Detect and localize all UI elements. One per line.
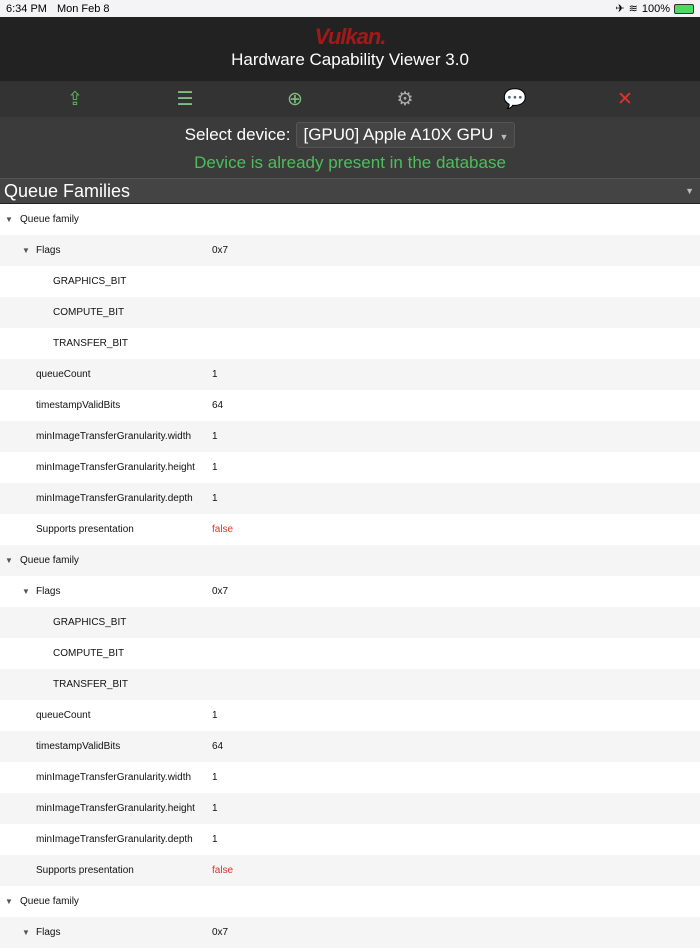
status-time: 6:34 PM — [6, 2, 47, 15]
tree-row[interactable] — [0, 638, 700, 669]
row-value: 64 — [212, 741, 224, 752]
toolbar — [0, 81, 700, 117]
tree-row[interactable] — [0, 700, 700, 731]
row-label: COMPUTE_BIT — [53, 307, 125, 318]
tree-row[interactable] — [0, 297, 700, 328]
chevron-down-icon: ▼ — [685, 186, 694, 196]
row-value: 1 — [212, 834, 218, 845]
expand-arrow-icon[interactable]: ▼ — [5, 897, 13, 906]
close-icon[interactable]: ✕ — [617, 88, 633, 110]
section-select[interactable] — [0, 178, 700, 204]
tree-row[interactable] — [0, 514, 700, 545]
expand-arrow-icon[interactable]: ▼ — [5, 215, 13, 224]
row-label: minImageTransferGranularity.depth — [36, 493, 193, 504]
search-database-icon[interactable]: ☰ — [176, 88, 194, 110]
tree-row[interactable] — [0, 855, 700, 886]
row-value: 1 — [212, 710, 218, 721]
row-value: 1 — [212, 772, 218, 783]
tree-row[interactable] — [0, 824, 700, 855]
row-value: 1 — [212, 803, 218, 814]
device-panel — [0, 117, 700, 178]
row-label: Flags — [36, 586, 61, 597]
expand-arrow-icon[interactable]: ▼ — [5, 556, 13, 565]
row-value: 1 — [212, 369, 218, 380]
device-select[interactable] — [296, 122, 515, 148]
device-select-value: [GPU0] Apple A10X GPU — [303, 125, 494, 144]
tree-row[interactable] — [0, 576, 700, 607]
tree-row[interactable] — [0, 266, 700, 297]
row-label: Queue family — [20, 896, 79, 907]
row-label: GRAPHICS_BIT — [53, 617, 127, 628]
status-date: Mon Feb 8 — [56, 2, 110, 15]
row-label: minImageTransferGranularity.width — [36, 431, 192, 442]
tree-row[interactable] — [0, 917, 700, 948]
row-value: 1 — [212, 431, 218, 442]
row-label: TRANSFER_BIT — [53, 679, 129, 690]
row-label: COMPUTE_BIT — [53, 648, 125, 659]
row-value: false — [212, 865, 234, 876]
tree-row[interactable] — [0, 452, 700, 483]
tree-row[interactable] — [0, 421, 700, 452]
row-label: TRANSFER_BIT — [53, 338, 129, 349]
row-label: GRAPHICS_BIT — [53, 276, 127, 287]
row-label: queueCount — [36, 710, 91, 721]
row-value: 64 — [212, 400, 224, 411]
database-web-icon[interactable]: ⊕ — [287, 88, 303, 110]
expand-arrow-icon[interactable]: ▼ — [22, 246, 30, 255]
row-label: Supports presentation — [36, 524, 134, 535]
row-label: queueCount — [36, 369, 91, 380]
tree-row[interactable] — [0, 793, 700, 824]
device-status-message: Device is already present in the database — [194, 153, 506, 172]
row-label: Supports presentation — [36, 865, 134, 876]
row-label: Queue family — [20, 214, 79, 225]
expand-arrow-icon[interactable]: ▼ — [22, 928, 30, 937]
tree-row[interactable] — [0, 359, 700, 390]
row-value: 0x7 — [212, 245, 229, 256]
tree-row[interactable] — [0, 204, 700, 235]
tree-row[interactable] — [0, 669, 700, 700]
section-select-value: Queue Families — [4, 180, 131, 201]
row-label: timestampValidBits — [36, 400, 121, 411]
row-label: minImageTransferGranularity.height — [36, 462, 195, 473]
status-bar — [0, 0, 700, 17]
row-label: Flags — [36, 927, 61, 938]
app-title: Hardware Capability Viewer 3.0 — [231, 50, 469, 69]
row-label: Flags — [36, 245, 61, 256]
chat-icon[interactable]: 💬 — [503, 89, 527, 110]
vulkan-logo: Vulkan. — [314, 24, 386, 49]
app-header — [0, 17, 700, 81]
row-label: minImageTransferGranularity.height — [36, 803, 195, 814]
chevron-down-icon: ▼ — [499, 132, 509, 142]
gear-icon[interactable]: ⚙ — [396, 88, 414, 110]
row-value: 0x7 — [212, 927, 229, 938]
tree-row[interactable] — [0, 886, 700, 917]
tree-row[interactable] — [0, 545, 700, 576]
queue-family-tree — [0, 204, 700, 948]
tree-row[interactable] — [0, 483, 700, 514]
row-label: minImageTransferGranularity.depth — [36, 834, 193, 845]
tree-row[interactable] — [0, 235, 700, 266]
tree-row[interactable] — [0, 328, 700, 359]
row-value: 0x7 — [212, 586, 229, 597]
tree-row[interactable] — [0, 607, 700, 638]
row-label: Queue family — [20, 555, 79, 566]
upload-icon[interactable]: ⇪ — [67, 88, 83, 110]
row-value: 1 — [212, 493, 218, 504]
row-value: false — [212, 524, 234, 535]
select-device-label: Select device: — [184, 125, 291, 144]
tree-row[interactable] — [0, 762, 700, 793]
row-value: 1 — [212, 462, 218, 473]
battery-icon — [674, 4, 694, 14]
expand-arrow-icon[interactable]: ▼ — [22, 587, 30, 596]
tree-row[interactable] — [0, 731, 700, 762]
row-label: timestampValidBits — [36, 741, 121, 752]
airplane-icon: ✈ — [615, 3, 625, 15]
row-label: minImageTransferGranularity.width — [36, 772, 192, 783]
tree-row[interactable] — [0, 390, 700, 421]
battery-percent: 100% — [641, 2, 670, 15]
wifi-icon: ≋ — [628, 3, 638, 15]
